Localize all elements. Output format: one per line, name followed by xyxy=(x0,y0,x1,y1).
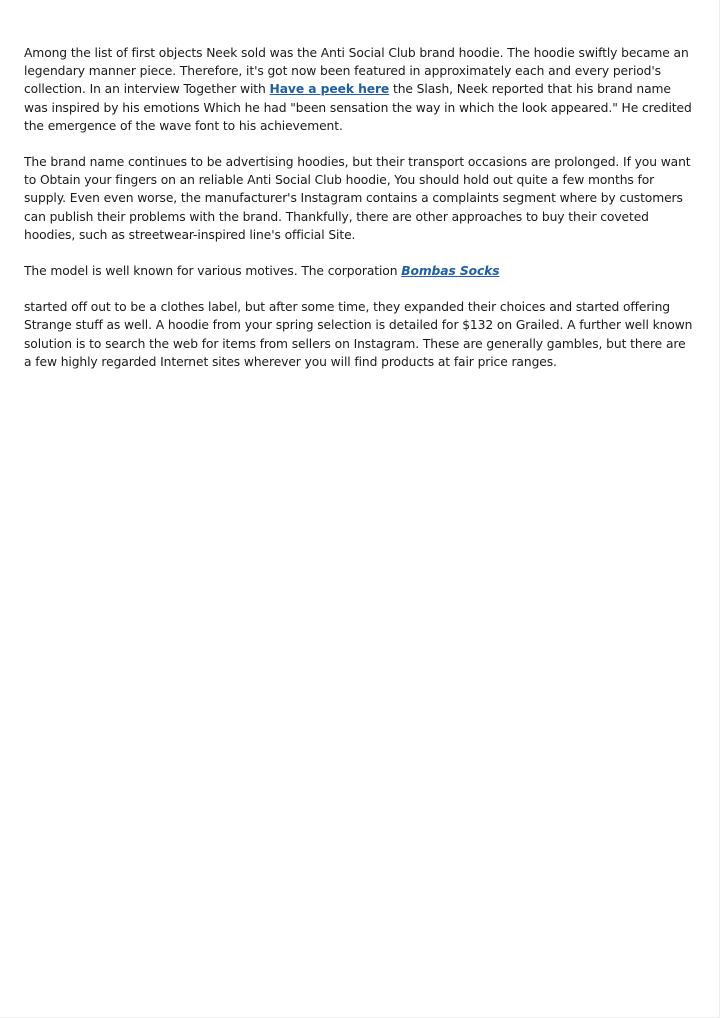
paragraph-text: Among the list of first objects Neek sold was the Anti Social Club brand hoodie. The hoodie swiftly became an legendary manner piece. Therefore, it's got now been featured in approximately each and every period's collection. In an interview Together with xyxy=(24,46,689,97)
article-body xyxy=(24,44,696,389)
paragraph-text: started off out to be a clothes label, but after some time, they expanded their choices and started offering Strange stuff as well. A hoodie from your spring selection is detailed for $132 on Grailed. A further well known solution is to search the web for items from sellers on Instagram. These are generally gambles, but there are a few highly regarded Internet sites wherever you will find products at fair price ranges. xyxy=(24,300,693,369)
paragraph-model-motives xyxy=(24,262,696,280)
bombas-socks-link[interactable]: Bombas Socks xyxy=(401,264,500,279)
paragraph-text: the Slash, Neek reported that his brand name was inspired by his emotions Which he had "been sensation the way in which the look appeared." He credited the emergence of the wave font to his achievement. xyxy=(24,82,692,133)
paragraph-brand-shipping xyxy=(24,153,696,244)
paragraph-text: The brand name continues to be advertising hoodies, but their transport occasions are prolonged. If you want to Obtain your fingers on an reliable Anti Social Club hoodie, You should hold out quite a few months for supply. Even even worse, the manufacturer's Instagram contains a complaints segment where by customers can publish their problems with the brand. Thankfully, there are other approaches to buy their coveted hoodies, such as streetwear-inspired line's official Site. xyxy=(24,155,691,242)
paragraph-neek-hoodie xyxy=(24,44,696,135)
have-a-peek-link[interactable]: Have a peek here xyxy=(269,82,390,97)
paragraph-clothes-label xyxy=(24,298,696,371)
paragraph-text: The model is well known for various motives. The corporation xyxy=(24,264,402,279)
